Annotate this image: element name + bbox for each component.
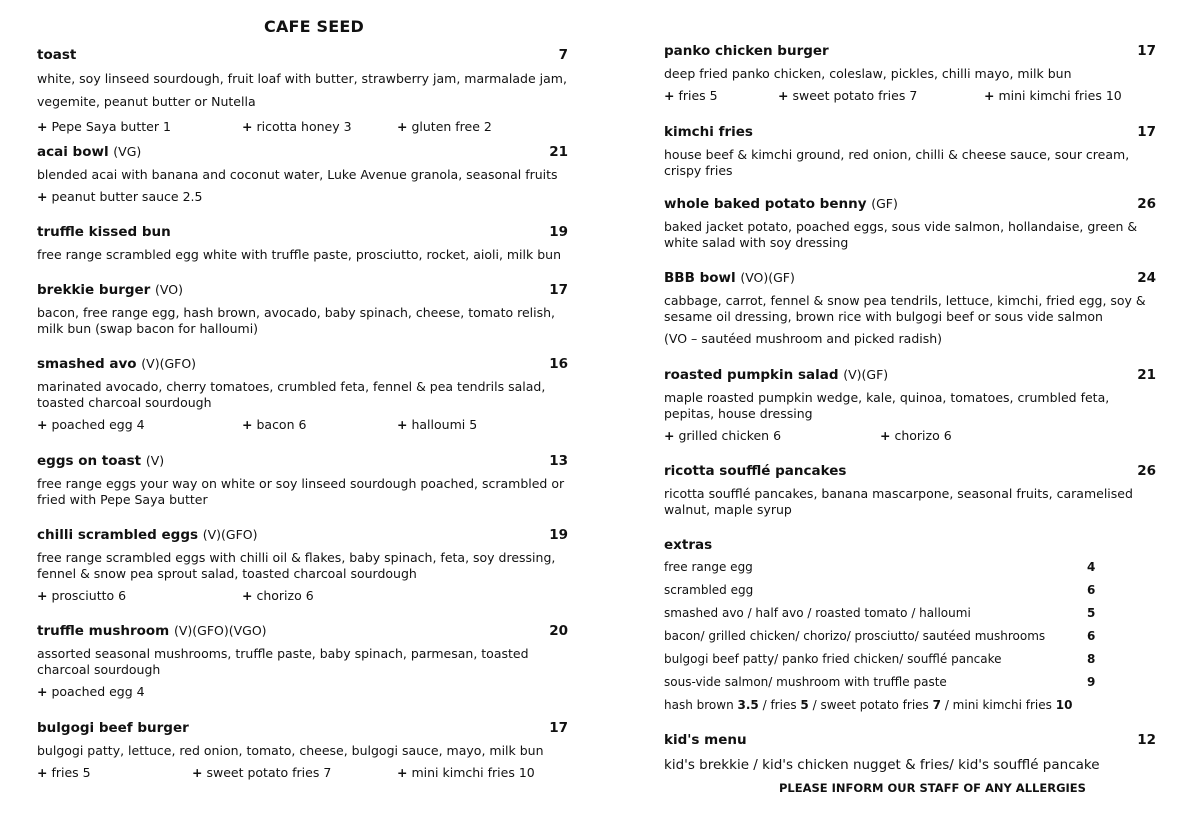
item-price: 16 — [549, 356, 568, 372]
item-price: 26 — [1137, 196, 1156, 212]
item-description: free range eggs your way on white or soy linseed sourdough poached, scrambled or fried with Pepe Saya butter — [37, 476, 565, 507]
addon-item — [984, 88, 1122, 103]
extras-label: sweet potato fries — [820, 698, 929, 712]
menu-item — [664, 195, 1156, 251]
item-dietary-tag: (VO)(GF) — [740, 270, 795, 285]
extras-section — [664, 536, 1156, 554]
item-name — [37, 719, 568, 737]
item-name-text: roasted pumpkin salad — [664, 367, 839, 383]
addon-name: poached egg — [51, 684, 133, 699]
item-description: bacon, free range egg, hash brown, avocado, baby spinach, cheese, tomato relish, milk bun (swap bacon for halloumi) — [37, 305, 556, 336]
item-name-text: truffle kissed bun — [37, 224, 171, 240]
item-description: ricotta soufflé pancakes, banana mascarpone, seasonal fruits, caramelised walnut, maple syrup — [664, 486, 1133, 517]
extras-label: sous-vide salmon/ mushroom with truffle paste — [664, 675, 947, 689]
item-name-text: acai bowl — [37, 144, 109, 160]
item-name-text: panko chicken burger — [664, 43, 829, 59]
item-price: 21 — [1137, 367, 1156, 383]
menu-item — [37, 355, 568, 435]
item-addons — [664, 88, 1156, 106]
addon-price: 2 — [483, 119, 492, 134]
addon-name: gluten free — [411, 119, 480, 134]
item-addons — [37, 588, 568, 606]
item-name — [37, 46, 568, 64]
addon-price: 6 — [305, 588, 314, 603]
item-price: 24 — [1137, 270, 1156, 286]
item-description: free range scrambled eggs with chilli oil & flakes, baby spinach, feta, soy dressing, fennel & snow pea sprout salad, toasted charcoal sourdough — [37, 550, 556, 581]
extras-price: 5 — [1087, 606, 1096, 620]
item-dietary-tag: (V)(GFO) — [141, 356, 197, 371]
extras-row — [664, 606, 1104, 624]
addon-plus: + — [242, 417, 253, 432]
addon-item — [242, 588, 314, 603]
addon-name: fries — [678, 88, 706, 103]
item-dietary-tag: (VG) — [113, 144, 142, 159]
menu-item — [37, 719, 568, 783]
item-name-text: BBB bowl — [664, 270, 736, 286]
addon-name: fries — [51, 765, 79, 780]
menu-item — [37, 452, 568, 508]
item-price: 19 — [549, 224, 568, 240]
menu-item — [664, 42, 1156, 106]
item-price: 7 — [558, 47, 568, 63]
item-name — [37, 281, 568, 299]
item-name-text: whole baked potato benny — [664, 196, 867, 212]
addon-price: 2.5 — [182, 189, 203, 204]
item-name-text: smashed avo — [37, 356, 137, 372]
item-dietary-tag: (GF) — [871, 196, 898, 211]
item-note: (VO – sautéed mushroom and picked radish) — [664, 331, 943, 346]
addon-plus: + — [984, 88, 995, 103]
extras-price: 4 — [1087, 560, 1096, 574]
item-description: cabbage, carrot, fennel & snow pea tendrils, lettuce, kimchi, fried egg, soy & sesame oil dressing, brown rice with bulgogi beef or sous vide salmon — [664, 293, 1146, 324]
addon-name: grilled chicken — [678, 428, 770, 443]
addon-plus: + — [397, 765, 408, 780]
addon-name: bacon — [256, 417, 295, 432]
addon-price: 6 — [943, 428, 952, 443]
addon-plus: + — [664, 88, 675, 103]
extras-row — [664, 652, 1104, 670]
menu-item — [664, 269, 1156, 347]
addon-item — [37, 588, 126, 603]
menu-item — [664, 462, 1156, 518]
addon-name: sweet potato fries — [792, 88, 906, 103]
addon-plus: + — [37, 588, 48, 603]
item-dietary-tag: (V)(GF) — [843, 367, 889, 382]
extras-price: 6 — [1087, 629, 1096, 643]
item-description: deep fried panko chicken, coleslaw, pickles, chilli mayo, milk bun — [664, 66, 1072, 81]
item-name-text: eggs on toast — [37, 453, 142, 469]
addon-price: 10 — [1105, 88, 1122, 103]
addon-name: prosciutto — [51, 588, 115, 603]
item-name — [37, 526, 568, 544]
menu-item — [37, 46, 568, 137]
addon-price: 3 — [343, 119, 352, 134]
extras-label: bacon/ grilled chicken/ chorizo/ prosciutto/ sautéed mushrooms — [664, 629, 1046, 643]
addon-price: 6 — [298, 417, 307, 432]
item-name — [664, 42, 1156, 60]
addon-plus: + — [37, 765, 48, 780]
addon-item — [778, 88, 917, 103]
item-price: 17 — [1137, 43, 1156, 59]
addon-name: ricotta honey — [256, 119, 340, 134]
addon-plus: + — [37, 189, 48, 204]
extras-label: scrambled egg — [664, 583, 754, 597]
item-description: marinated avocado, cherry tomatoes, crumbled feta, fennel & pea tendrils salad, toasted charcoal sourdough — [37, 379, 546, 410]
addon-name: chorizo — [894, 428, 940, 443]
item-name — [664, 366, 1156, 384]
extras-price: 10 — [1055, 698, 1073, 712]
item-name — [37, 143, 568, 161]
kids-menu-price: 12 — [1137, 732, 1156, 748]
addon-price: 10 — [518, 765, 535, 780]
item-description: white, soy linseed sourdough, fruit loaf with butter, strawberry jam, marmalade jam, vegemite, peanut butter or Nutella — [37, 71, 567, 109]
addon-plus: + — [778, 88, 789, 103]
item-dietary-tag: (V)(GFO)(VGO) — [173, 623, 267, 638]
extras-row-fries: hash brown 3.5 / fries 5 / sweet potato fries 7 / mini kimchi fries 10 — [664, 698, 1073, 712]
item-name — [664, 195, 1156, 213]
item-description: maple roasted pumpkin wedge, kale, quinoa, tomatoes, crumbled feta, pepitas, house dressing — [664, 390, 1110, 421]
addon-price: 4 — [136, 417, 145, 432]
item-dietary-tag: (V)(GFO) — [202, 527, 258, 542]
addon-price: 6 — [773, 428, 782, 443]
item-name — [664, 123, 1156, 141]
item-price: 17 — [549, 720, 568, 736]
addon-item — [397, 417, 477, 432]
item-price: 13 — [549, 453, 568, 469]
addon-item — [37, 765, 91, 780]
extras-row — [664, 560, 1104, 578]
item-name-text: kimchi fries — [664, 124, 753, 140]
addon-name: sweet potato fries — [206, 765, 320, 780]
addon-plus: + — [397, 119, 408, 134]
addon-item — [37, 417, 145, 432]
item-addons — [37, 684, 568, 702]
addon-name: halloumi — [411, 417, 466, 432]
item-name — [37, 355, 568, 373]
addon-name: mini kimchi fries — [998, 88, 1102, 103]
item-addons — [37, 765, 568, 783]
addon-item — [880, 428, 952, 443]
item-name-text: brekkie burger — [37, 282, 151, 298]
item-description: baked jacket potato, poached eggs, sous vide salmon, hollandaise, green & white salad with soy dressing — [664, 219, 1138, 250]
kids-menu-name: kid's menu — [664, 732, 747, 748]
addon-name: chorizo — [256, 588, 302, 603]
addon-item — [37, 189, 202, 204]
addon-plus: + — [37, 417, 48, 432]
menu-item — [664, 366, 1156, 446]
extras-price: 5 — [800, 698, 809, 712]
addon-price: 1 — [162, 119, 171, 134]
addon-name: peanut butter sauce — [51, 189, 179, 204]
item-addons — [37, 119, 568, 137]
kids-menu-items: kid's brekkie / kid's chicken nugget & fries/ kid's soufflé pancake — [664, 757, 1100, 773]
addon-price: 4 — [136, 684, 145, 699]
item-name — [37, 622, 568, 640]
item-addons — [664, 428, 1156, 446]
extras-price: 3.5 — [737, 698, 759, 712]
addon-item — [37, 119, 171, 134]
item-description: bulgogi patty, lettuce, red onion, tomato, cheese, bulgogi sauce, mayo, milk bun — [37, 743, 544, 758]
addon-price: 7 — [323, 765, 332, 780]
addon-name: poached egg — [51, 417, 133, 432]
item-addons — [37, 189, 568, 207]
extras-row — [664, 675, 1104, 693]
item-price: 26 — [1137, 463, 1156, 479]
menu-item — [37, 622, 568, 702]
item-name-text: truffle mushroom — [37, 623, 170, 639]
extras-row — [664, 629, 1104, 647]
addon-plus: + — [37, 684, 48, 699]
item-name-text: chilli scrambled eggs — [37, 527, 199, 543]
item-price: 21 — [549, 144, 568, 160]
addon-plus: + — [880, 428, 891, 443]
addon-name: Pepe Saya butter — [51, 119, 159, 134]
item-dietary-tag: (V) — [145, 453, 165, 468]
menu-item — [664, 123, 1156, 179]
extras-label: bulgogi beef patty/ panko fried chicken/ soufflé pancake — [664, 652, 1002, 666]
addon-name: mini kimchi fries — [411, 765, 515, 780]
addon-item — [664, 428, 781, 443]
item-name — [664, 269, 1156, 287]
addon-plus: + — [242, 588, 253, 603]
menu-item — [37, 281, 568, 337]
extras-label: free range egg — [664, 560, 753, 574]
extras-label: smashed avo / half avo / roasted tomato / halloumi — [664, 606, 971, 620]
extras-label: mini kimchi fries — [952, 698, 1052, 712]
addon-plus: + — [664, 428, 675, 443]
item-name — [37, 452, 568, 470]
item-dietary-tag: (VO) — [155, 282, 183, 297]
allergy-notice: PLEASE INFORM OUR STAFF OF ANY ALLERGIES — [779, 781, 1086, 795]
addon-item — [192, 765, 331, 780]
item-price: 17 — [549, 282, 568, 298]
menu-item — [37, 526, 568, 606]
extras-price: 7 — [932, 698, 941, 712]
extras-price: 9 — [1087, 675, 1096, 689]
extras-label: fries — [770, 698, 797, 712]
extras-label: hash brown — [664, 698, 734, 712]
item-description: assorted seasonal mushrooms, truffle paste, baby spinach, parmesan, toasted charcoal sourdough — [37, 646, 529, 677]
addon-plus: + — [242, 119, 253, 134]
item-name — [664, 462, 1156, 480]
item-name-text: bulgogi beef burger — [37, 720, 189, 736]
item-description: house beef & kimchi ground, red onion, chilli & cheese sauce, sour cream, crispy fries — [664, 147, 1130, 178]
item-price: 20 — [549, 623, 568, 639]
item-name-text: toast — [37, 47, 77, 63]
item-price: 19 — [549, 527, 568, 543]
extras-heading: extras — [664, 537, 713, 553]
item-name-text: ricotta soufflé pancakes — [664, 463, 847, 479]
addon-price: 5 — [709, 88, 718, 103]
addon-price: 7 — [909, 88, 918, 103]
addon-plus: + — [397, 417, 408, 432]
item-price: 17 — [1137, 124, 1156, 140]
addon-item — [37, 684, 145, 699]
addon-item — [242, 417, 306, 432]
extras-price: 6 — [1087, 583, 1096, 597]
addon-item — [242, 119, 352, 134]
addon-item — [664, 88, 718, 103]
item-description: blended acai with banana and coconut water, Luke Avenue granola, seasonal fruits — [37, 167, 558, 182]
item-addons — [37, 417, 568, 435]
addon-price: 5 — [82, 765, 91, 780]
addon-price: 6 — [118, 588, 127, 603]
kids-menu-section — [664, 731, 1156, 749]
extras-row — [664, 583, 1104, 601]
extras-price: 8 — [1087, 652, 1096, 666]
menu-title: CAFE SEED — [264, 17, 365, 36]
menu-item — [37, 223, 568, 263]
menu-item — [37, 143, 568, 207]
addon-plus: + — [37, 119, 48, 134]
addon-item — [397, 765, 535, 780]
addon-item — [397, 119, 492, 134]
item-name — [37, 223, 568, 241]
addon-price: 5 — [469, 417, 478, 432]
addon-plus: + — [192, 765, 203, 780]
item-description: free range scrambled egg white with truffle paste, prosciutto, rocket, aioli, milk bun — [37, 247, 561, 262]
